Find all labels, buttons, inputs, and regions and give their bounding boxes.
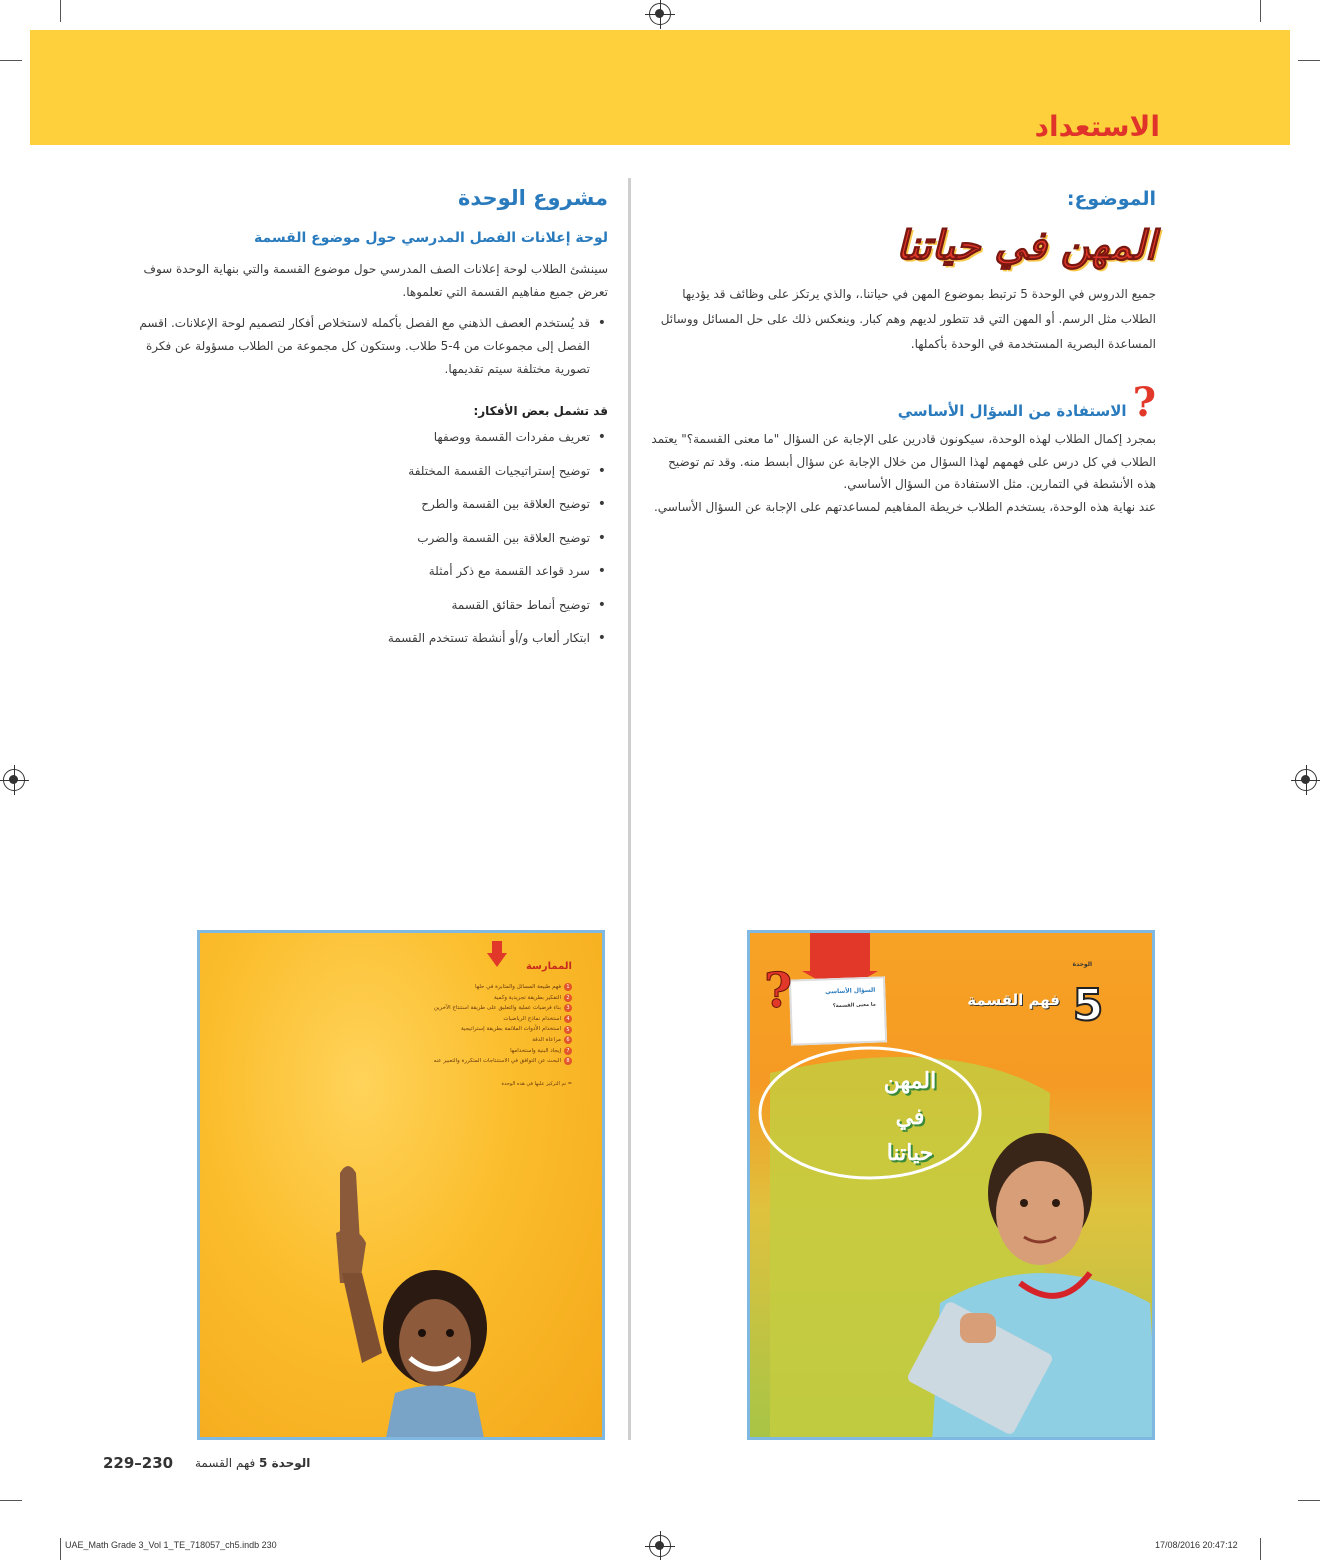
crop-mark	[0, 1500, 22, 1501]
footer-unit-word: الوحدة 5	[259, 1456, 311, 1470]
practices-list	[352, 961, 572, 1087]
unit-title: فهم القسمة	[967, 991, 1060, 1009]
essential-question-heading-text: الاستفادة من السؤال الأساسي	[897, 402, 1127, 420]
project-title: مشروع الوحدة	[457, 186, 608, 210]
list-item	[352, 993, 572, 1004]
essential-question-body	[650, 428, 1156, 518]
essential-question-card	[789, 976, 887, 1045]
thumbnail-unit-opener	[747, 930, 1155, 1440]
ideas-heading: قد تشمل بعض الأفكار:	[473, 404, 608, 418]
project-bullet: • قد يُستخدم العصف الذهني مع الفصل بأكمله لاستخلاص أفكار لتصميم لوحة الإعلانات. اقسم الفصل إلى مجموعات من 4-5 طلاب. وستكون كل مجموعة من الطلاب مسؤولة عن فكرة تصورية مختلفة سيتم تقديمها.	[110, 312, 608, 381]
crop-mark	[1260, 0, 1261, 22]
theme-title: المهن في حياتنا	[896, 222, 1156, 269]
crop-mark	[60, 0, 61, 22]
list-item: • سرد قواعد القسمة مع ذكر أمثلة	[110, 564, 608, 598]
theme-body: جميع الدروس في الوحدة 5 ترتبط بموضوع المهن في حياتنا.، والذي يرتكز على وظائف قد يؤديها الطلاب مثل الرسم. أو المهن التي قد تتطور لديهم وهم كبار. وينعكس ذلك على حل المسائل ووسائل المساعدة البصرية المستخدمة في الوحدة بأكملها.	[660, 287, 1156, 351]
list-item	[352, 1046, 572, 1057]
cover-word: حياتنا	[886, 1140, 934, 1166]
crop-mark	[0, 60, 22, 61]
column-divider	[628, 178, 631, 1440]
footer-unit	[195, 1456, 310, 1470]
footer-unit-name: فهم القسمة	[195, 1456, 256, 1470]
student-doctor-image	[900, 1133, 1155, 1440]
crop-mark	[1260, 1538, 1261, 1560]
practice-text: استخدام نماذج الرياضيات	[503, 1015, 561, 1022]
list-item: • توضيح إستراتيجيات القسمة المختلفة	[110, 464, 608, 498]
crop-mark	[1298, 1500, 1320, 1501]
question-mark-icon: ?	[764, 963, 793, 1019]
list-item	[352, 1056, 572, 1067]
arrow-down-icon	[810, 933, 870, 973]
list-item	[352, 1035, 572, 1046]
project-intro: سينشئ الطلاب لوحة إعلانات الصف المدرسي حول موضوع القسمة والتي بنهاية الوحدة سوف تعرض جميع مفاهيم القسمة التي تعلموها.	[143, 262, 608, 299]
practice-text: استخدام الأدوات الملائمة بطريقة إستراتيجية	[460, 1026, 561, 1033]
list-item: • توضيح العلاقة بين القسمة والضرب	[110, 531, 608, 565]
theme-label: الموضوع:	[1066, 188, 1156, 210]
print-slug-date: 17/08/2016 20:47:12	[1155, 1540, 1238, 1550]
essential-question-paragraph: بمجرد إكمال الطلاب لهذه الوحدة، سيكونون قادرين على الإجابة عن السؤال "ما معنى القسمة؟" يعتمد الطلاب في كل درس على فهمهم لهذا السؤال من خلال الإجابة عن سؤال أبسط منه. وقد تم توضيح هذه الأنشطة في التمارين. مثل الاستفادة من السؤال الأساسي.	[651, 432, 1156, 491]
cover-word: في	[895, 1104, 925, 1130]
list-item: • ابتكار ألعاب و/أو أنشطة تستخدم القسمة	[110, 631, 608, 665]
number-badge: 8	[564, 1057, 572, 1065]
project-subtitle: لوحة إعلانات الفصل المدرسي حول موضوع القسمة	[254, 230, 608, 246]
page-numbers: 229–230	[103, 1454, 174, 1472]
list-item	[352, 982, 572, 993]
crop-mark	[60, 1538, 61, 1560]
unit-number: 5	[1072, 980, 1104, 1031]
crop-mark	[1298, 60, 1320, 61]
number-badge: 5	[564, 1026, 572, 1034]
practice-text: التفكير بطريقة تجريدية وكمية	[493, 994, 561, 1001]
number-badge: 2	[564, 994, 572, 1002]
number-badge: 1	[564, 983, 572, 991]
list-item: • توضيح أنماط حقائق القسمة	[110, 598, 608, 632]
practice-text: بناء فرضيات عملية والتعليق على طريقة استنتاج الآخرين	[433, 1005, 561, 1012]
number-badge: 3	[564, 1004, 572, 1012]
print-slug-file: UAE_Math Grade 3_Vol 1_TE_718057_ch5.indb 230	[65, 1540, 277, 1550]
registration-mark-icon	[649, 1535, 671, 1557]
list-item	[352, 1014, 572, 1025]
practice-text: فهم طبيعة المسائل والمثابرة في حلها	[475, 984, 561, 990]
registration-mark-icon	[1295, 769, 1317, 791]
question-mark-icon: ?	[1132, 379, 1156, 426]
practices-title: الممارسة	[525, 961, 572, 972]
number-badge: 7	[564, 1047, 572, 1055]
unit-label: الوحدة	[1072, 961, 1092, 968]
list-item	[352, 1003, 572, 1014]
practice-text: مراعاة الدقة	[532, 1036, 561, 1043]
registration-mark-icon	[3, 769, 25, 791]
ideas-list	[110, 430, 608, 665]
practices-footnote: = تم التركيز عليها في هذه الوحدة	[501, 1080, 572, 1087]
card-question: ما معنى القسمة؟	[832, 1001, 876, 1010]
number-badge: 6	[564, 1036, 572, 1044]
section-title: الاستعداد	[1034, 110, 1160, 143]
thumbnail-practices-page	[197, 930, 605, 1440]
essential-question-paragraph: عند نهاية هذه الوحدة، يستخدم الطلاب خريطة المفاهيم لمساعدتهم على الإجابة عن السؤال الأساسي.	[653, 499, 1156, 514]
list-item: • توضيح العلاقة بين القسمة والطرح	[110, 497, 608, 531]
student-raising-hand-image	[300, 1153, 500, 1440]
number-badge: 4	[564, 1015, 572, 1023]
list-item	[352, 1024, 572, 1035]
card-title: السؤال الأساسي	[825, 986, 876, 996]
registration-mark-icon	[649, 3, 671, 25]
essential-question-heading	[650, 379, 1156, 426]
practice-text: إيجاد البنية واستخدامها	[510, 1047, 561, 1054]
list-item: • تعريف مفردات القسمة ووصفها	[110, 430, 608, 464]
cover-word: المهن	[883, 1068, 937, 1094]
practice-text: البحث عن التوافق في الاستنتاجات المتكررة والتعبير عنه	[433, 1058, 561, 1065]
